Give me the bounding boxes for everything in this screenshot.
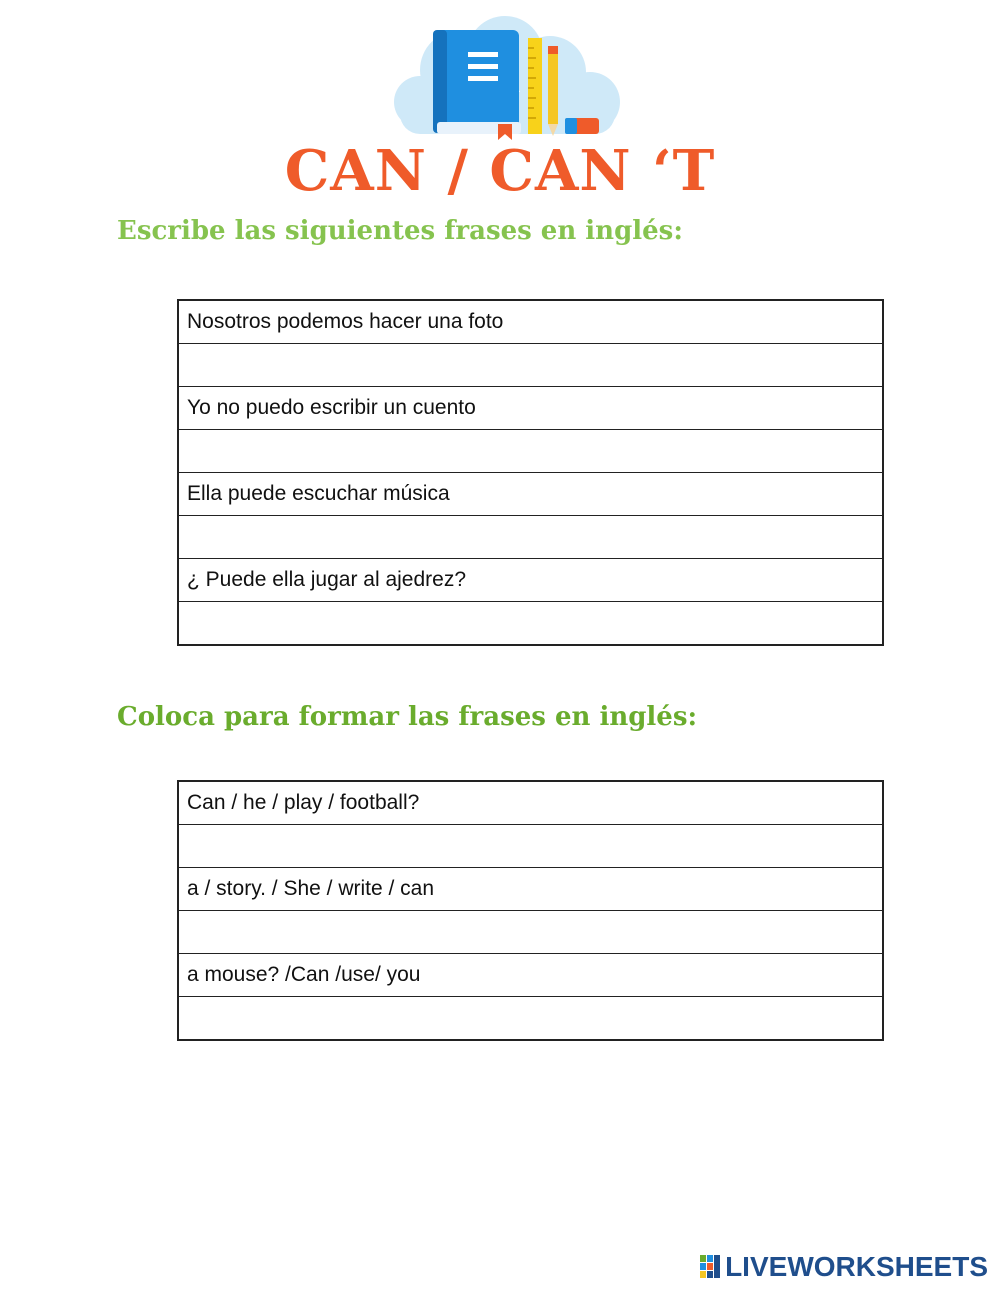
table-row <box>178 602 883 646</box>
table-row <box>178 997 883 1041</box>
answer-cell <box>178 430 883 473</box>
instruction-order: Coloca para formar las frases en inglés: <box>117 702 698 732</box>
table-row <box>178 430 883 473</box>
table-row <box>178 825 883 868</box>
answer-cell <box>178 911 883 954</box>
table-row <box>178 387 883 430</box>
translate-table <box>177 299 884 646</box>
table-row <box>178 868 883 911</box>
prompt-cell: ¿ Puede ella jugar al ajedrez? <box>178 559 883 602</box>
answer-field[interactable] <box>187 516 882 558</box>
prompt-cell: a mouse? /Can /use/ you <box>178 954 883 997</box>
answer-cell <box>178 997 883 1041</box>
answer-cell <box>178 516 883 559</box>
prompt-cell: Yo no puedo escribir un cuento <box>178 387 883 430</box>
table-row <box>178 344 883 387</box>
order-table <box>177 780 884 1041</box>
table-row <box>178 300 883 344</box>
table-row <box>178 473 883 516</box>
table-row <box>178 954 883 997</box>
page-title: CAN / CAN ‘T <box>284 138 716 204</box>
answer-field[interactable] <box>187 825 882 867</box>
liveworksheets-logo-icon <box>700 1255 722 1279</box>
table-row <box>178 911 883 954</box>
book-ruler-pencil-icon <box>390 12 622 140</box>
answer-cell <box>178 344 883 387</box>
liveworksheets-brand <box>700 1252 988 1282</box>
answer-cell <box>178 825 883 868</box>
brand-name: LIVEWORKSHEETS <box>725 1251 988 1282</box>
prompt-cell: a / story. / She / write / can <box>178 868 883 911</box>
answer-field[interactable] <box>187 997 882 1039</box>
table-row <box>178 781 883 825</box>
answer-field[interactable] <box>187 911 882 953</box>
answer-cell <box>178 602 883 646</box>
answer-field[interactable] <box>187 602 882 644</box>
prompt-cell: Nosotros podemos hacer una foto <box>178 300 883 344</box>
answer-field[interactable] <box>187 344 882 386</box>
prompt-cell: Ella puede escuchar música <box>178 473 883 516</box>
prompt-cell: Can / he / play / football? <box>178 781 883 825</box>
table-row <box>178 559 883 602</box>
table-row <box>178 516 883 559</box>
answer-field[interactable] <box>187 430 882 472</box>
instruction-translate: Escribe las siguientes frases en inglés: <box>117 216 683 246</box>
